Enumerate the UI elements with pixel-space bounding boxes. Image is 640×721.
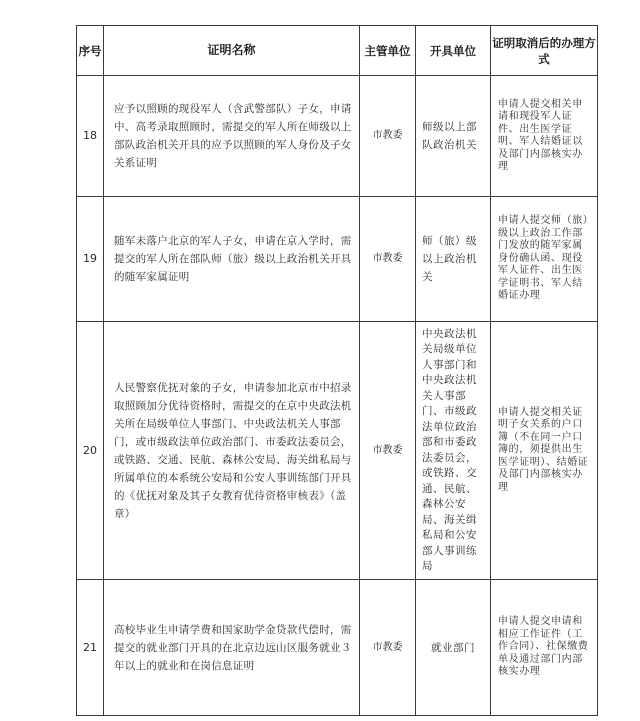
table-row [77, 322, 598, 580]
header-dept: 主管单位 [360, 26, 416, 76]
header-name: 证明名称 [104, 26, 360, 76]
processing-method: 申请人提交申请和相应工作证件（工作合同）、社保缴费单及通过部门内部核实办理 [491, 580, 598, 716]
certificate-name: 人民警察优抚对象的子女，申请参加北京市中招录取照顾加分优待资格时，需提交的在京中央政法机关所在局级单位人事部门、中央政法机关人事部门，或市级政法单位政治部门、市委政法委员会，或铁路、交通、民航、森林公安局、海关缉私局与所属单位的本系统公安局和公安人事训练部门开具的《优抚对象及其子女教育优待资格审核表》（盖章） [104, 322, 360, 580]
processing-method: 申请人提交相关申请和现役军人证件、出生医学证明、军人结婚证以及部门内部核实办理 [491, 76, 598, 197]
certificate-table [76, 25, 598, 716]
certificate-name: 随军未落户北京的军人子女，申请在京入学时，需提交的军人所在部队师（旅）级以上政治机关开具的随军家属证明 [104, 197, 360, 322]
row-num: 18 [77, 76, 104, 197]
header-row [77, 26, 598, 76]
issuing-unit: 就业部门 [416, 580, 491, 716]
certificate-name: 高校毕业生申请学费和国家助学金贷款代偿时，需提交的就业部门开具的在北京边远山区服务就业３年以上的就业和在岗信息证明 [104, 580, 360, 716]
supervising-dept: 市教委 [360, 76, 416, 197]
row-num: 21 [77, 580, 104, 716]
header-num: 序号 [77, 26, 104, 76]
row-num: 20 [77, 322, 104, 580]
row-num: 19 [77, 197, 104, 322]
supervising-dept: 市教委 [360, 322, 416, 580]
processing-method: 申请人提交师（旅）级以上政治工作部门发放的随军家属身份确认函、现役军人证件、出生医学证明书、军人结婚证办理 [491, 197, 598, 322]
issuing-unit: 中央政法机关局级单位人事部门和中央政法机关人事部门、市级政法单位政治部和市委政法委员会，或铁路、交通、民航、森林公安局、海关缉私局和公安部人事训练局 [416, 322, 491, 580]
processing-method: 申请人提交相关证明子女关系的户口簿（不在同一户口簿的，须提供出生医学证明）、结婚证及部门内部核实办理 [491, 322, 598, 580]
header-process: 证明取消后的办理方式 [491, 26, 598, 76]
header-unit: 开具单位 [416, 26, 491, 76]
issuing-unit: 师级以上部队政治机关 [416, 76, 491, 197]
supervising-dept: 市教委 [360, 580, 416, 716]
table-row [77, 197, 598, 322]
certificate-name: 应予以照顾的现役军人（含武警部队）子女，申请中、高考录取照顾时，需提交的军人所在师级以上部队政治机关开具的应予以照顾的军人身份及子女关系证明 [104, 76, 360, 197]
supervising-dept: 市教委 [360, 197, 416, 322]
table-row [77, 580, 598, 716]
issuing-unit: 师（旅）级以上政治机关 [416, 197, 491, 322]
table-row [77, 76, 598, 197]
